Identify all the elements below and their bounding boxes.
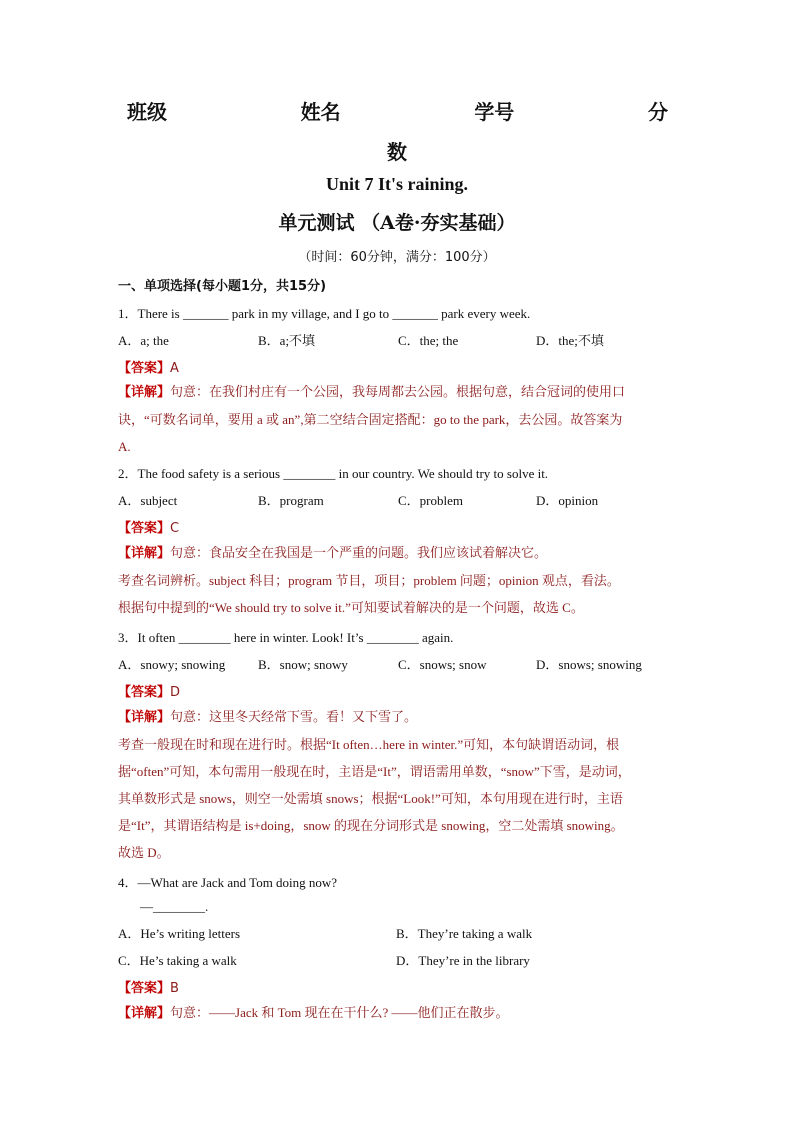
detail-line: 故选 D。 [118, 845, 170, 860]
answer-value: A [170, 361, 179, 376]
question-4-stem: 4．—What are Jack and Tom doing now? [118, 875, 338, 890]
score-label-part1: 分 [647, 100, 668, 124]
detail-line: A. [118, 439, 131, 454]
detail-line: 句意：——Jack 和 Tom 现在在干什么? ——他们正在散步。 [170, 1005, 509, 1020]
detail-label: 【详解】 [118, 546, 171, 561]
q1-option-a: A．a; the [118, 333, 169, 348]
q3-option-d: D．snows; snowing [536, 657, 642, 672]
detail-line: 考查一般现在时和现在进行时。根据“It often…here in winter.”可知，本句缺谓语动词，根 [118, 737, 620, 752]
student-id-label: 学号 [474, 100, 515, 124]
detail-line: 根据句中提到的“We should try to solve it.”可知要试着解决的是一个问题，故选 C。 [118, 600, 584, 615]
q4-option-a: A．He’s writing letters [118, 926, 241, 941]
question-3-answer [118, 681, 180, 700]
q3-option-c: C．snows; snow [398, 657, 487, 672]
name-label: 姓名 [300, 100, 341, 124]
question-2-stem: 2．The food safety is a serious ________ in our country. We should try to solve it. [118, 466, 549, 481]
question-1-answer [118, 357, 179, 376]
answer-label: 【答案】 [118, 521, 171, 536]
detail-line: 据“often”可知，本句需用一般现在时，主语是“It”，谓语需用单数，“snow”下雪，是动词， [118, 764, 631, 779]
answer-label: 【答案】 [118, 685, 171, 700]
detail-line: 句意：在我们村庄有一个公园，我每周都去公园。根据句意，结合冠词的使用口 [170, 384, 626, 399]
score-label-part2: 数 [387, 140, 407, 164]
answer-value: B [170, 981, 179, 996]
question-4-response-blank: —________. [140, 899, 209, 914]
question-4-detail [118, 999, 678, 1027]
detail-line: 是“It”，其谓语结构是 is+doing，snow 的现在分词形式是 snowing，空二处需填 snowing。 [118, 818, 624, 833]
question-4-answer [118, 977, 179, 996]
question-3-stem: 3．It often ________ here in winter. Look! It’s ________ again. [118, 630, 454, 645]
q2-option-c: C．problem [398, 493, 463, 508]
question-1-stem: 1．There is _______ park in my village, and I go to _______ park every week. [118, 306, 531, 321]
detail-line: 其单数形式是 snows，则空一处需填 snows；根据“Look!”可知，本句用现在进行时，主语 [118, 791, 623, 806]
detail-line: 句意：这里冬天经常下雪。看！又下雪了。 [170, 709, 418, 724]
question-2-answer [118, 517, 179, 536]
q4-option-c: C．He’s taking a walk [118, 953, 237, 968]
question-2-detail [118, 539, 678, 621]
detail-line: 句意：食品安全在我国是一个严重的问题。我们应该试着解决它。 [170, 545, 548, 560]
section-title: 一、单项选择(每小题1分，共15分) [118, 279, 327, 294]
q2-option-a: A．subject [118, 493, 178, 508]
detail-label: 【详解】 [118, 1006, 171, 1021]
student-info-row [127, 96, 668, 125]
q2-option-b: B．program [258, 493, 324, 508]
q3-option-b: B．snow; snowy [258, 657, 348, 672]
detail-label: 【详解】 [118, 385, 171, 400]
time-info: （时间：60分钟，满分：100分） [298, 250, 496, 265]
unit-title: Unit 7 It's raining. [325, 174, 469, 194]
q4-option-d: D．They’re in the library [396, 953, 530, 968]
answer-label: 【答案】 [118, 361, 171, 376]
question-3-detail [118, 703, 678, 866]
answer-label: 【答案】 [118, 981, 171, 996]
class-label: 班级 [127, 100, 167, 124]
test-subtitle: 单元测试 （A卷·夯实基础） [278, 212, 516, 234]
q4-option-b: B．They’re taking a walk [396, 926, 533, 941]
q1-option-d: D．the;不填 [536, 333, 604, 348]
q2-option-d: D．opinion [536, 493, 599, 508]
q1-option-b: B．a;不填 [258, 333, 316, 348]
q3-option-a: A．snowy; snowing [118, 657, 226, 672]
detail-line: 诀，“可数名词单，要用 a 或 an”,第二空结合固定搭配：go to the park，去公园。故答案为 [118, 412, 623, 427]
detail-line: 考查名词辨析。subject 科目；program 节目，项目；problem 问题；opinion 观点，看法。 [118, 573, 620, 588]
answer-value: D [170, 685, 181, 700]
q1-option-c: C．the; the [398, 333, 459, 348]
detail-label: 【详解】 [118, 710, 171, 725]
question-1-detail [118, 378, 678, 460]
answer-value: C [170, 521, 180, 536]
